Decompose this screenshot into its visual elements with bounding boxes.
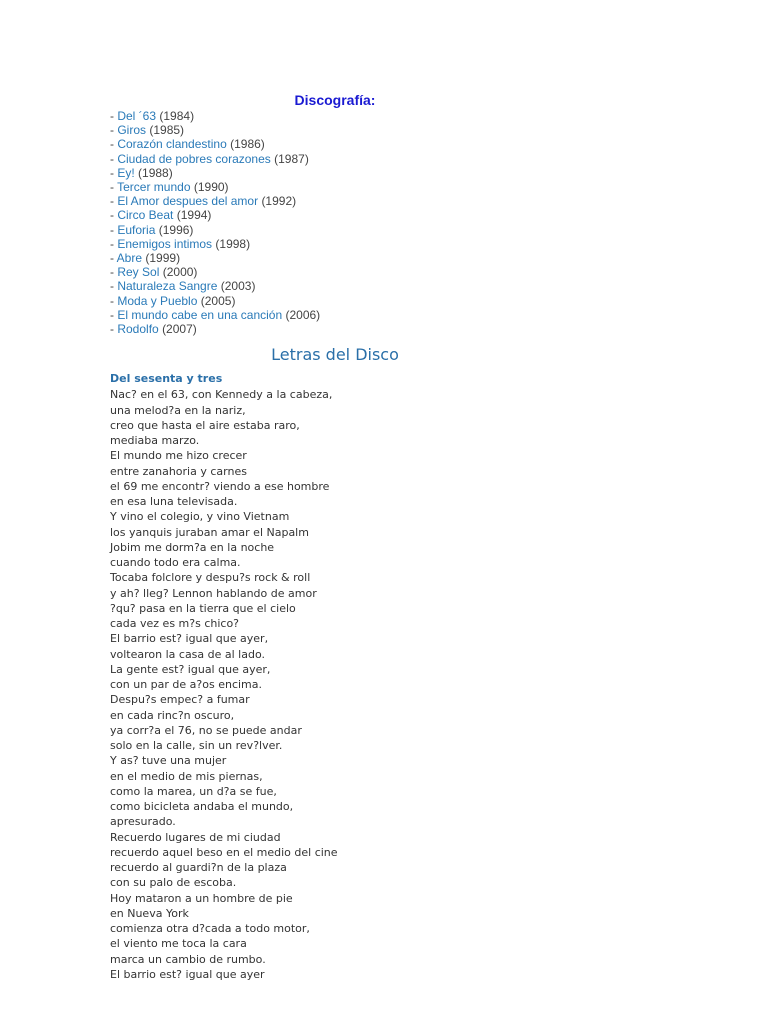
album-link[interactable]: Naturaleza Sangre <box>117 279 218 294</box>
lyric-line: El mundo me hizo crecer <box>110 449 247 463</box>
album-bullet: - <box>110 165 118 180</box>
lyric-line: recuerdo aquel beso en el medio del cine <box>110 845 338 859</box>
album-item <box>110 294 560 308</box>
lyric-line: en esa luna televisada. <box>110 495 238 508</box>
album-bullet: - <box>110 265 118 280</box>
lyric-line: entre zanahoria y carnes <box>110 464 247 478</box>
album-list <box>110 109 560 336</box>
letras-heading: Letras del Disco <box>271 345 399 365</box>
album-bullet: - <box>110 279 118 294</box>
album-link[interactable]: Rodolfo <box>117 322 159 337</box>
lyric-line: una melod?a en la nariz, <box>110 403 246 417</box>
album-item <box>110 109 560 123</box>
album-item <box>110 237 560 251</box>
album-item <box>110 308 560 322</box>
lyric-line: solo en la calle, sin un rev?lver. <box>110 739 283 752</box>
album-item <box>110 208 560 222</box>
lyric-line: Y vino el colegio, y vino Vietnam <box>110 510 290 524</box>
lyric-line: ?qu? pasa en la tierra que el cielo <box>110 601 296 615</box>
lyric-line: cuando todo era calma. <box>110 556 241 569</box>
album-year: (1988) <box>138 165 173 180</box>
album-link[interactable]: Ey! <box>117 165 135 180</box>
album-link[interactable]: Circo Beat <box>117 208 174 223</box>
album-year: (1999) <box>145 251 181 266</box>
document-page <box>110 92 560 982</box>
album-link[interactable]: El mundo cabe en una canción <box>117 307 283 322</box>
album-year: (1984) <box>159 109 195 123</box>
album-item <box>110 251 560 265</box>
album-bullet: - <box>110 180 118 195</box>
album-item <box>110 265 560 279</box>
album-link[interactable]: Ciudad de pobres corazones <box>117 151 271 166</box>
lyric-line: Nac? en el 63, con Kennedy a la cabeza, <box>110 388 333 402</box>
album-item <box>110 322 560 336</box>
album-bullet: - <box>110 109 118 123</box>
lyric-line: voltearon la casa de al lado. <box>110 647 265 661</box>
lyric-line: comienza otra d?cada a todo motor, <box>110 922 310 935</box>
album-bullet: - <box>110 123 118 138</box>
album-bullet: - <box>110 251 117 266</box>
album-year: (1985) <box>149 123 185 138</box>
album-item <box>110 152 560 166</box>
album-item <box>110 123 560 137</box>
album-link[interactable]: Rey Sol <box>117 265 160 280</box>
lyric-line: La gente est? igual que ayer, <box>110 662 271 676</box>
lyric-line: en Nueva York <box>110 906 189 920</box>
lyric-line: El barrio est? igual que ayer, <box>110 632 269 646</box>
lyric-line: en el medio de mis piernas, <box>110 769 263 783</box>
album-link[interactable]: Moda y Pueblo <box>117 293 198 308</box>
lyric-line: recuerdo al guardi?n de la plaza <box>110 861 287 874</box>
album-year: (1986) <box>230 137 265 152</box>
album-bullet: - <box>110 307 118 322</box>
album-year: (1994) <box>176 208 212 223</box>
lyric-line: como bicicleta andaba el mundo, <box>110 800 294 813</box>
lyric-line: en cada rinc?n oscuro, <box>110 708 235 722</box>
album-link[interactable]: Euforia <box>117 222 156 237</box>
album-year: (1992) <box>261 194 297 209</box>
lyric-line: Jobim me dorm?a en la noche <box>110 540 275 554</box>
album-year: (2000) <box>162 265 198 280</box>
album-year: (2003) <box>220 279 256 294</box>
album-link[interactable]: Enemigos intimos <box>117 236 213 251</box>
album-year: (2006) <box>285 307 321 322</box>
album-bullet: - <box>110 322 118 337</box>
album-link[interactable]: Del ´63 <box>117 109 157 123</box>
song-title: Del sesenta y tres <box>110 372 223 386</box>
album-year: (2005) <box>200 293 236 308</box>
lyric-line: mediaba marzo. <box>110 434 200 447</box>
discografia-heading: Discografía: <box>294 92 376 108</box>
lyric-line: Recuerdo lugares de mi ciudad <box>110 830 281 844</box>
lyric-line: los yanquis juraban amar el Napalm <box>110 525 309 539</box>
lyric-line: Tocaba folclore y despu?s rock & roll <box>110 571 311 585</box>
album-bullet: - <box>110 236 118 251</box>
album-bullet: - <box>110 194 118 209</box>
album-year: (1990) <box>193 180 229 195</box>
album-item <box>110 137 560 151</box>
lyrics-block <box>110 387 560 982</box>
lyric-line: como la marea, un d?a se fue, <box>110 784 277 798</box>
lyric-line: Despu?s empec? a fumar <box>110 693 250 707</box>
album-item <box>110 194 560 208</box>
album-year: (1998) <box>215 236 251 251</box>
lyric-line: Hoy mataron a un hombre de pie <box>110 891 293 905</box>
album-link[interactable]: Abre <box>116 251 143 266</box>
album-item <box>110 180 560 194</box>
lyric-line: Y as? tuve una mujer <box>110 754 227 768</box>
album-bullet: - <box>110 222 118 237</box>
album-bullet: - <box>110 208 118 223</box>
lyric-line: con un par de a?os encima. <box>110 678 263 691</box>
album-link[interactable]: Tercer mundo <box>117 180 191 195</box>
album-year: (1987) <box>274 151 309 166</box>
album-year: (1996) <box>158 222 194 237</box>
album-bullet: - <box>110 293 118 308</box>
lyric-line: y ah? lleg? Lennon hablando de amor <box>110 586 317 600</box>
lyric-line: creo que hasta el aire estaba raro, <box>110 418 300 432</box>
lyric-line: ya corr?a el 76, no se puede andar <box>110 723 302 737</box>
album-bullet: - <box>110 151 118 166</box>
lyric-line: el 69 me encontr? viendo a ese hombre <box>110 479 330 493</box>
album-link[interactable]: Corazón clandestino <box>117 137 227 152</box>
lyric-line: marca un cambio de rumbo. <box>110 952 266 966</box>
album-year: (2007) <box>162 322 197 337</box>
album-item <box>110 223 560 237</box>
album-item <box>110 279 560 293</box>
album-link[interactable]: Giros <box>117 123 147 138</box>
album-link[interactable]: El Amor despues del amor <box>117 194 259 209</box>
lyric-line: cada vez es m?s chico? <box>110 617 240 630</box>
lyric-line: El barrio est? igual que ayer <box>110 967 265 981</box>
album-bullet: - <box>110 137 118 152</box>
album-item <box>110 166 560 180</box>
lyric-line: con su palo de escoba. <box>110 876 237 890</box>
lyric-line: el viento me toca la cara <box>110 937 247 951</box>
lyric-line: apresurado. <box>110 815 176 829</box>
